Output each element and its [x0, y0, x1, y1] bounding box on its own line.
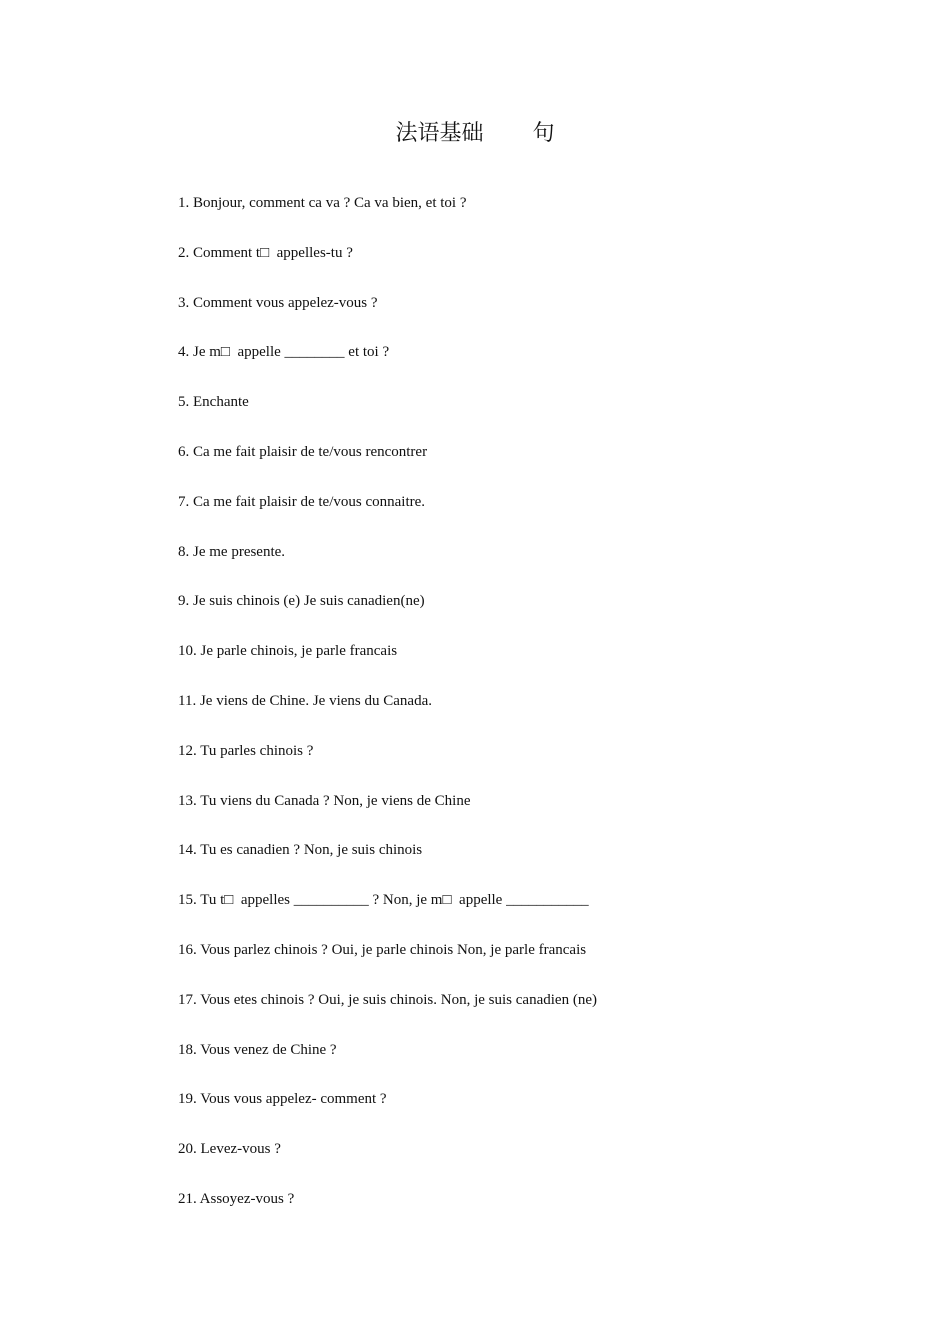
list-item: 20. Levez-vous ? [178, 1141, 281, 1158]
list-item: 9. Je suis chinois (e) Je suis canadien(ne) [178, 593, 425, 610]
list-item: 1. Bonjour, comment ca va ? Ca va bien, et toi ? [178, 195, 467, 211]
list-item: 4. Je m□ appelle ________ et toi ? [178, 344, 390, 361]
list-item: 12. Tu parles chinois ? [178, 742, 314, 759]
list-item: 17. Vous etes chinois ? Oui, je suis chinois. Non, je suis canadien (ne) [178, 991, 597, 1008]
list-item: 16. Vous parlez chinois ? Oui, je parle chinois Non, je parle francais [178, 941, 587, 958]
list-item: 14. Tu es canadien ? Non, je suis chinois [178, 842, 423, 859]
page-title: 法语基础 句 [395, 121, 555, 146]
list-item: 3. Comment vous appelez-vous ? [178, 294, 378, 311]
list-item: 8. Je me presente. [178, 543, 286, 560]
sentence-list [178, 190, 597, 1236]
list-item: 11. Je viens de Chine. Je viens du Canada. [178, 692, 432, 709]
list-item: 7. Ca me fait plaisir de te/vous connaitre. [178, 493, 426, 510]
list-item: 13. Tu viens du Canada ? Non, je viens de Chine [178, 792, 471, 809]
list-item: 19. Vous vous appelez- comment ? [178, 1091, 387, 1108]
list-item: 10. Je parle chinois, je parle francais [178, 643, 398, 660]
list-item: 15. Tu t□ appelles __________ ? Non, je m□ appelle ___________ [178, 892, 589, 909]
list-item: 18. Vous venez de Chine ? [178, 1041, 337, 1058]
list-item: 6. Ca me fait plaisir de te/vous rencontrer [178, 443, 428, 460]
list-item: 5. Enchante [178, 394, 249, 411]
list-item: 21. Assoyez-vous ? [178, 1190, 295, 1207]
list-item: 2. Comment t□ appelles-tu ? [178, 244, 353, 261]
